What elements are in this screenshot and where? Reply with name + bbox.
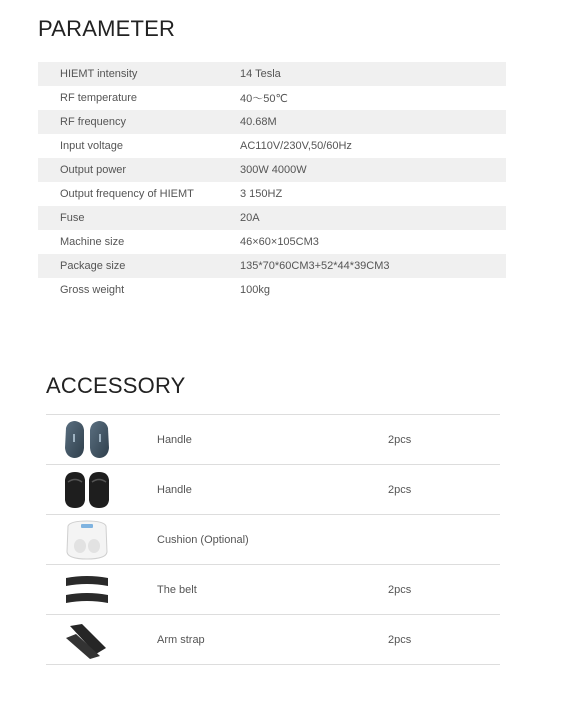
param-key: RF temperature bbox=[60, 92, 138, 104]
accessory-qty: 2pcs bbox=[388, 433, 412, 446]
param-value: 20A bbox=[240, 206, 506, 230]
param-key: Machine size bbox=[60, 236, 125, 248]
param-key: Input voltage bbox=[60, 140, 123, 152]
accessory-name: Cushion (Optional) bbox=[157, 533, 249, 546]
table-row bbox=[46, 415, 500, 465]
param-key: RF frequency bbox=[38, 110, 240, 134]
parameter-table bbox=[38, 62, 506, 302]
param-value: AC110V/230V,50/60Hz bbox=[240, 140, 352, 152]
table-row bbox=[38, 158, 506, 182]
param-key: Output power bbox=[38, 158, 240, 182]
table-row bbox=[38, 254, 506, 278]
param-value: 14 Tesla bbox=[240, 62, 506, 86]
belt-icon bbox=[60, 568, 114, 611]
accessory-heading: ACCESSORY bbox=[46, 373, 186, 398]
param-value: 40～50℃ bbox=[240, 93, 288, 105]
param-value: 100kg bbox=[240, 284, 270, 296]
param-value: 135*70*60CM3+52*44*39CM3 bbox=[240, 254, 506, 278]
param-key: Fuse bbox=[38, 206, 240, 230]
accessory-qty: 2pcs bbox=[388, 633, 412, 646]
table-row bbox=[38, 86, 506, 110]
param-value: 46×60×105CM3 bbox=[240, 236, 319, 248]
table-row bbox=[46, 615, 500, 665]
accessory-table bbox=[46, 414, 500, 665]
param-value: 3 150HZ bbox=[240, 188, 283, 200]
param-key: Package size bbox=[38, 254, 240, 278]
table-row bbox=[38, 110, 506, 134]
accessory-name: Handle bbox=[157, 433, 192, 446]
handle-pair-black-icon bbox=[60, 468, 114, 511]
table-row bbox=[38, 230, 506, 254]
table-row bbox=[46, 565, 500, 615]
param-value: 300W 4000W bbox=[240, 158, 506, 182]
accessory-name: Handle bbox=[157, 483, 192, 496]
accessory-name: Arm strap bbox=[157, 633, 205, 646]
param-key: HIEMT intensity bbox=[38, 62, 240, 86]
table-row bbox=[38, 278, 506, 302]
table-row bbox=[38, 62, 506, 86]
handle-pair-icon bbox=[60, 418, 114, 461]
accessory-qty: 2pcs bbox=[388, 583, 412, 596]
cushion-icon bbox=[60, 518, 114, 561]
table-row bbox=[46, 515, 500, 565]
accessory-name: The belt bbox=[157, 583, 197, 596]
table-row bbox=[38, 206, 506, 230]
table-row bbox=[38, 134, 506, 158]
arm-strap-icon bbox=[60, 618, 114, 661]
accessory-qty: 2pcs bbox=[388, 483, 412, 496]
param-value: 40.68M bbox=[240, 110, 506, 134]
table-row bbox=[46, 465, 500, 515]
table-row bbox=[38, 182, 506, 206]
param-key: Gross weight bbox=[60, 284, 125, 296]
parameter-heading: PARAMETER bbox=[38, 16, 176, 41]
param-key: Output frequency of HIEMT bbox=[60, 188, 194, 200]
